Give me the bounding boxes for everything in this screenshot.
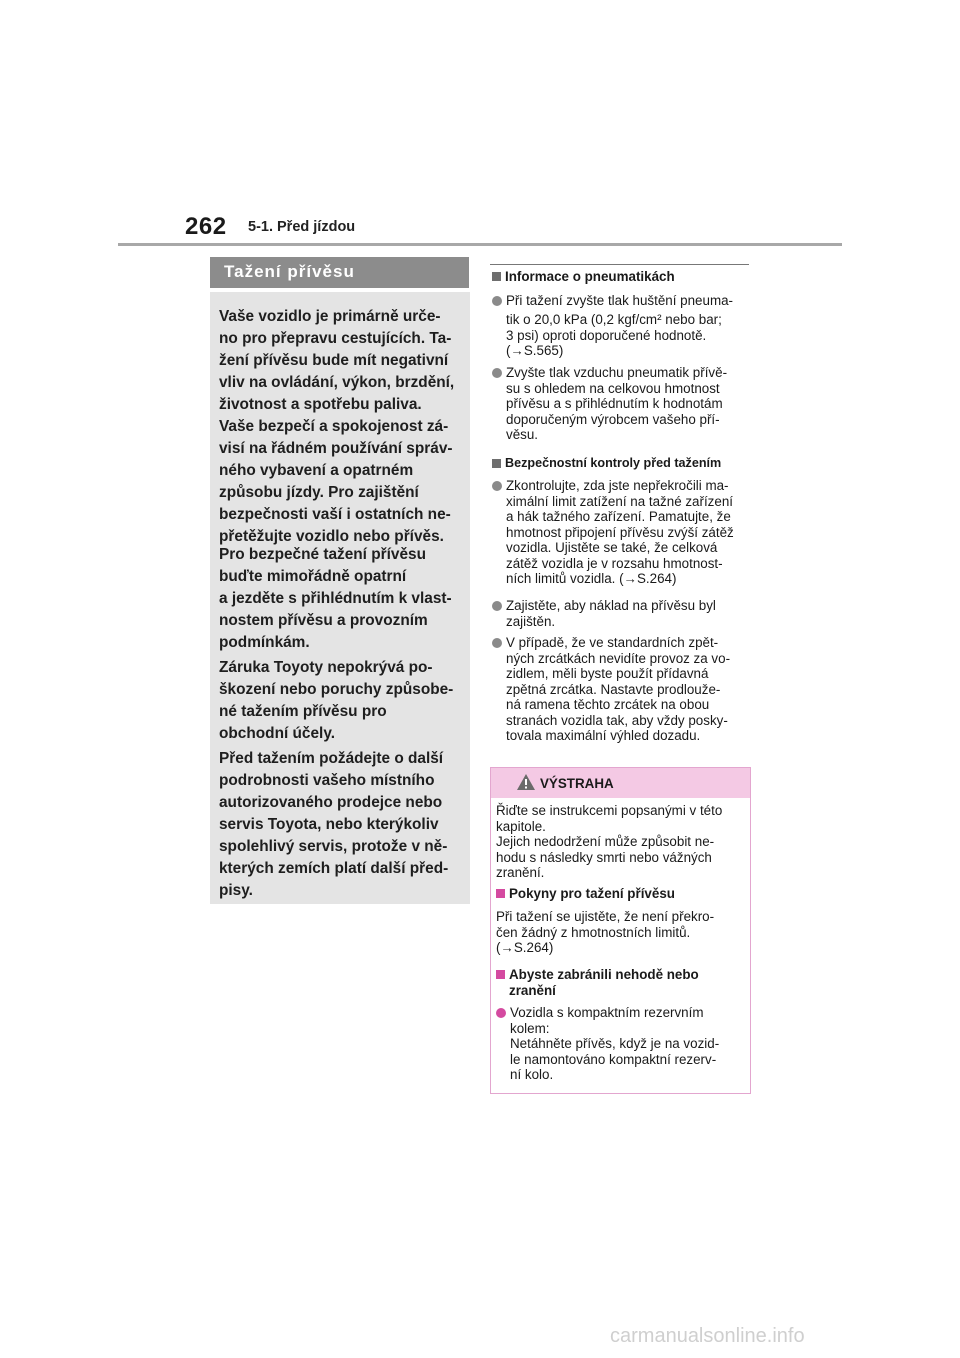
watermark: carmanualsonline.info (610, 1325, 805, 1347)
text-line: Záruka Toyoty nepokrývá po- (219, 659, 433, 676)
section-heading-checks: Bezpečnostní kontroly před tažením (505, 456, 722, 470)
page-reference[interactable]: (→S.264) (496, 940, 554, 955)
bullet-text-cont (506, 312, 722, 359)
bullet-text (506, 598, 716, 629)
text-line: autorizovaného prodejce nebo (219, 794, 443, 811)
text-line: hodu s následky smrti nebo vážných (496, 849, 712, 865)
text-line: Netáhněte přívěs, když je na vozid- (510, 1036, 720, 1051)
text-line: pisy. (219, 882, 253, 899)
text-line: né tažením přívěsu pro (219, 703, 387, 720)
text-line: ná ramena těchto zrcátek na obou (506, 697, 710, 712)
warning-title: VÝSTRAHA (540, 776, 614, 791)
text-line: Zajistěte, aby náklad na přívěsu byl (506, 598, 716, 613)
text-line: škození nebo poruchy způsobe- (219, 681, 454, 698)
text-line: kapitole. (496, 818, 546, 834)
round-bullet-icon (492, 601, 502, 611)
text-line: věsu. (506, 427, 539, 442)
text-line: ximální limit zatížení na tažné zařízení (506, 493, 733, 509)
text-line: Zkontrolujte, zda jste nepřekročili ma- (506, 478, 729, 493)
text-line: stranách vozidla tak, aby vždy posky- (506, 712, 728, 728)
text-line: zidlem, měli byste použít přídavná (506, 666, 709, 681)
text-line: ného vybavení a opatrném (219, 462, 414, 479)
text-line: V případě, že ve standardních zpět- (506, 635, 719, 650)
round-bullet-icon (492, 296, 502, 306)
text-line: Abyste zabránili nehodě nebo (509, 967, 699, 982)
text-line: tovala maximální výhled dozadu. (506, 728, 701, 743)
text-line: kterých zemích platí další před- (219, 860, 449, 877)
left-paragraph-2 (219, 544, 467, 654)
warning-subheading-2 (509, 967, 699, 999)
warning-sub1-text (496, 909, 714, 956)
text-line: kolem: (510, 1020, 550, 1036)
square-bullet-icon (492, 272, 501, 281)
text-line: Zvyšte tlak vzduchu pneumatik přívě- (506, 365, 728, 380)
text-line: Řiďte se instrukcemi popsanými v této (496, 803, 723, 818)
round-bullet-icon (492, 638, 502, 648)
text-line: nostem přívěsu a provozním (219, 612, 428, 629)
text-line: ných zrcátkách nevidíte provoz za vo- (506, 650, 731, 666)
square-bullet-icon (496, 970, 505, 979)
text-line: zajištěn. (506, 613, 556, 629)
warning-subheading-1: Pokyny pro tažení přívěsu (509, 886, 675, 901)
text-line: přetěžujte vozidlo nebo přívěs. (219, 528, 444, 545)
warning-triangle-icon (517, 774, 535, 790)
text-line: a hák tažného zařízení. Pamatujte, že (506, 509, 731, 524)
text-line: podmínkám. (219, 634, 310, 651)
text-line: čen žádný z hmotnostních limitů. (496, 924, 691, 940)
text-line: vliv na ovládání, výkon, brzdění, (219, 374, 455, 391)
text-line: 3 psi) oproti doporučené hodnotě. (506, 327, 707, 343)
text-line: zátěž vozidla je v rozsahu hmotnost- (506, 555, 723, 571)
text-line: zranění (509, 983, 556, 998)
warning-sub2-bullet (510, 1005, 719, 1083)
text-line: visí na řádném používání správ- (219, 440, 453, 457)
text-line: Vaše bezpečí a spokojenost zá- (219, 418, 449, 435)
text-line: buďte mimořádně opatrní (219, 568, 407, 585)
bullet-text (506, 365, 727, 443)
round-bullet-icon (496, 1008, 506, 1018)
text-line: žení přívěsu bude mít negativní (219, 352, 449, 369)
right-top-divider (490, 264, 749, 265)
text-line: ní kolo. (510, 1067, 554, 1082)
text-line: zpětná zrcátka. Nastavte prodlouže- (506, 681, 721, 697)
text-line: servis Toyota, nebo kterýkoliv (219, 816, 439, 833)
page-number: 262 (185, 213, 227, 240)
left-title: Tažení přívěsu (224, 262, 355, 281)
text-line: tik o 20,0 kPa (0,2 kgf/cm² nebo bar; (506, 312, 722, 327)
text-line: doporučeným výrobcem vašeho pří- (506, 411, 720, 427)
text-line: Při tažení se ujistěte, že není překro- (496, 909, 715, 924)
text-line: podrobnosti vašeho místního (219, 772, 435, 789)
text-line: vozidla. Ujistěte se také, že celková (506, 540, 718, 555)
header-divider (118, 243, 842, 246)
bullet-text (506, 293, 733, 309)
text-line: bezpečnosti vaší i ostatních ne- (219, 506, 451, 523)
square-bullet-icon (496, 889, 505, 898)
left-paragraph-4 (219, 748, 467, 902)
text-line: no pro přepravu cestujících. Ta- (219, 330, 452, 347)
text-line: a jezděte s přihlédnutím k vlast- (219, 590, 452, 607)
text-line: Vaše vozidlo je primárně urče- (219, 308, 441, 325)
round-bullet-icon (492, 481, 502, 491)
warning-intro (496, 803, 722, 881)
square-bullet-icon (492, 459, 501, 468)
text-line: spolehlivý servis, protože v ně- (219, 838, 448, 855)
text-line: životnost a spotřebu paliva. (219, 396, 422, 413)
text-line: Pro bezpečné tažení přívěsu (219, 546, 426, 563)
left-paragraph-1 (219, 306, 467, 548)
text-line: přívěsu a s přihlédnutím k hodnotám (506, 396, 723, 411)
text-line: Při tažení zvyšte tlak huštění pneuma- (506, 293, 734, 308)
bullet-text (506, 635, 730, 744)
text-line: Jejich nedodržení může způsobit ne- (496, 834, 715, 849)
section-title: 5-1. Před jízdou (248, 219, 356, 235)
section-heading-tires: Informace o pneumatikách (505, 269, 675, 284)
text-line: Vozidla s kompaktním rezervním (510, 1005, 704, 1020)
text-line: ních limitů vozidla. (→S.264) (506, 571, 677, 586)
text-line: obchodní účely. (219, 725, 336, 742)
text-line: le namontováno kompaktní rezerv- (510, 1051, 717, 1067)
text-line: způsobu jízdy. Pro zajištění (219, 484, 419, 501)
left-paragraph-3 (219, 657, 467, 745)
text-line: Před tažením požádejte o další (219, 750, 444, 767)
bullet-text (506, 478, 734, 587)
text-line: zranění. (496, 865, 545, 880)
round-bullet-icon (492, 368, 502, 378)
text-line: hmotnost připojení přívěsu zvýší zátěž (506, 524, 734, 540)
page-reference[interactable]: (→S.565) (506, 343, 564, 358)
text-line: su s ohledem na celkovou hmotnost (506, 380, 720, 396)
